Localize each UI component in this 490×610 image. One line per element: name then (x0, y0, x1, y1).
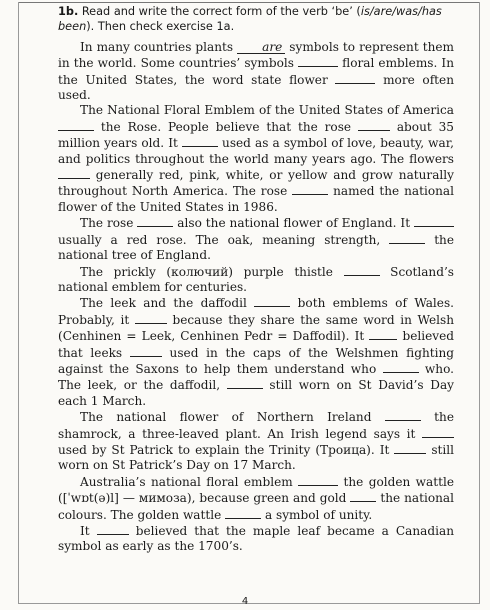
blank[interactable] (344, 264, 380, 276)
paragraph-5: The leek and the daffodil both emblems of Wales. Probably, it because they share the same word in Welsh (Cenhinen = Leek, Cenhinen Pedr = Daffodil). It believed that leeks used in the caps of the Welshmen fighting against the Saxons to help them understand who who. The leek, or the daffodil, still worn on St David’s Day each 1 March. (58, 296, 455, 408)
blank[interactable] (137, 215, 173, 227)
blank[interactable] (389, 232, 425, 244)
blank[interactable] (130, 345, 162, 357)
page-number: 4 (241, 596, 249, 607)
paragraph-2: The National Floral Emblem of the United States of America the Rose. People believe that the rose about 35 million years old. It used as a symbol of love, beauty, war, and politics throughout the world many years ago. The flowers generally red, pink, white, or yellow and grow naturally throughout North America. The rose named the national flower of the United States in 1986. (58, 103, 454, 214)
paragraph-8: It believed that the maple leaf became a Canadian symbol as early as the 1700’s. (58, 524, 455, 554)
page-border-right (479, 2, 480, 604)
blank[interactable] (369, 328, 397, 340)
paragraph-6: The national flower of Northern Ireland the shamrock, a three-leaved plant. An Irish legend says it used by St Patrick to explain the Trinity (Троица). It still worn on St Patrick’s Day on 17 March. (58, 410, 454, 473)
blank[interactable] (394, 442, 426, 454)
blank[interactable] (227, 377, 263, 389)
paragraph-7: Australia’s national floral emblem the golden wattle ([ˈwɒt(ə)l] — мимоза), because green and gold the national colours. The golden wattle a symbol of unity. (58, 474, 454, 522)
verb-forms: is/are/was/has been (58, 5, 442, 34)
blank[interactable] (414, 215, 454, 227)
blank[interactable] (385, 409, 421, 421)
blank[interactable] (383, 361, 419, 373)
blank[interactable] (358, 119, 390, 131)
blank[interactable] (225, 507, 261, 519)
blank[interactable] (298, 55, 338, 67)
paragraph-4: The prickly (колючий) purple thistle Scotland’s national emblem for centuries. (58, 264, 455, 294)
page-border-top (18, 2, 480, 3)
exercise-number: 1b. (58, 5, 79, 18)
paragraph-1: In many countries plants are symbols to represent them in the world. Some countries’ symbols floral emblems. In the United States, the word state flower more often used. (58, 39, 455, 103)
blank[interactable] (292, 183, 328, 195)
blank[interactable] (298, 474, 338, 486)
paragraph-3: The rose also the national flower of England. It usually a red rose. The oak, meaning strength, the national tree of England. (58, 216, 454, 263)
blank[interactable] (422, 426, 454, 438)
blank[interactable] (97, 523, 129, 535)
blank[interactable] (350, 490, 376, 502)
blank[interactable] (182, 135, 218, 147)
blank[interactable] (58, 167, 90, 179)
answer-example: are (237, 42, 285, 54)
blank[interactable] (254, 295, 290, 307)
exercise-content (58, 4, 454, 555)
page-border-left (18, 2, 19, 604)
blank[interactable] (335, 72, 375, 84)
exercise-instruction: 1b. Read and write the correct form of the verb ‘be’ (is/are/was/has been). Then check exercise 1a. (58, 5, 442, 34)
blank[interactable] (58, 119, 94, 131)
blank[interactable] (135, 312, 167, 324)
